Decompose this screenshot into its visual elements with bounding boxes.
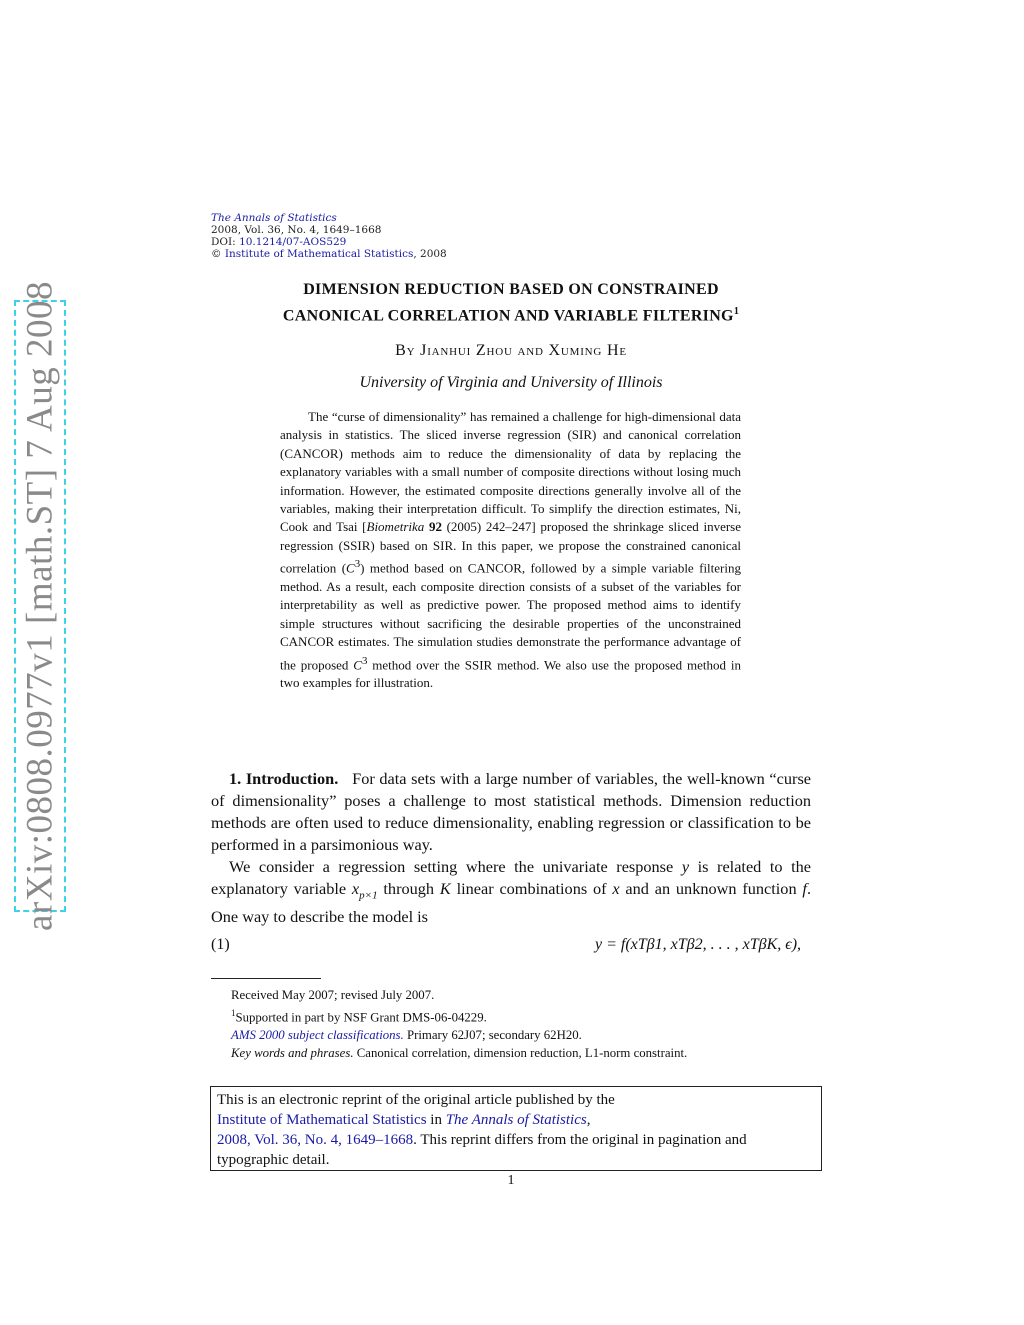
introduction-section bbox=[211, 768, 811, 928]
intro-paragraph-1: For data sets with a large number of variables, the well-known “curse of dimensionality” poses a challenge to most statistical methods. Dimension reduction methods are often used to reduce dimensionality, enabling regression or classification to be performed in a parsimonious way. bbox=[211, 769, 812, 854]
equation-1 bbox=[211, 936, 811, 960]
copyright-symbol: © bbox=[211, 248, 222, 260]
reprint-notice: This is an electronic reprint of the original article published by the Institute of Mathematical Statistics in The Annals of Statistics, 2008, Vol. 36, No. 4, 1649–1668. This reprint differs from the original in pagination and typographic detail. bbox=[210, 1086, 822, 1171]
page-number: 1 bbox=[507, 1173, 515, 1188]
ams-classification-link[interactable]: AMS 2000 subject classifications. bbox=[231, 1028, 404, 1043]
abstract-text-3: ) method based on CANCOR, followed by a simple variable filtering method. As a result, each composite direction consists of a subset of the variables for interpretability as well as predictive power. The proposed method aims to identify simple structures without sacrificing the desirable properties of the unconstrained CANCOR estimates. The simulation studies demonstrate the performance advantage of the proposed bbox=[280, 560, 741, 672]
equation-expression: y = f(xTβ1, xTβ2, . . . , xTβK, ϵ), bbox=[595, 936, 802, 953]
support-note: Supported in part by NSF Grant DMS-06-04229. bbox=[235, 1010, 487, 1025]
support-mark: 1 bbox=[231, 1008, 236, 1018]
abstract-volume: 92 bbox=[428, 519, 442, 535]
section-heading: 1. Introduction. bbox=[229, 769, 339, 788]
equation-number: (1) bbox=[211, 936, 230, 953]
title-line-1: DIMENSION REDUCTION BASED ON CONSTRAINED bbox=[303, 281, 719, 298]
copyright-year: , 2008 bbox=[413, 248, 447, 260]
title-line-2: CANONICAL CORRELATION AND VARIABLE FILTERING bbox=[282, 307, 734, 325]
journal-issue: 2008, Vol. 36, No. 4, 1649–1668 bbox=[211, 224, 382, 236]
c3-exponent: 3 bbox=[354, 558, 361, 571]
reprint-publisher-link[interactable]: Institute of Mathematical Statistics bbox=[217, 1112, 427, 1128]
reprint-line-1: This is an electronic reprint of the original article published by the bbox=[217, 1092, 615, 1108]
c3-symbol-2: C bbox=[353, 656, 362, 672]
title-footnote-mark: 1 bbox=[733, 306, 740, 317]
reprint-rest: . This reprint differs from the original in pagination and typographic detail. bbox=[217, 1132, 747, 1168]
abstract-text-4: method over the SSIR method. We also use the proposed method in two examples for illustration. bbox=[280, 656, 742, 691]
keywords-label: Key words and phrases. bbox=[231, 1046, 354, 1061]
keywords: Canonical correlation, dimension reduction, L1-norm constraint. bbox=[353, 1046, 688, 1061]
abstract bbox=[280, 408, 741, 693]
received-dates: Received May 2007; revised July 2007. bbox=[231, 988, 435, 1002]
reprint-citation-link[interactable]: 2008, Vol. 36, No. 4, 1649–1668 bbox=[217, 1132, 414, 1148]
arxiv-stamp bbox=[14, 280, 66, 932]
doi-label: DOI: bbox=[211, 236, 236, 248]
footnotes bbox=[211, 986, 811, 1062]
author-affiliation: University of Virginia and University of Illinois bbox=[359, 374, 663, 391]
arxiv-identifier: arXiv:0808.0977v1 [math.ST] 7 Aug 2008 bbox=[19, 280, 61, 932]
reprint-journal-link[interactable]: The Annals of Statistics bbox=[445, 1112, 587, 1128]
c3-exponent-2: 3 bbox=[361, 654, 368, 667]
c3-symbol: C bbox=[346, 560, 355, 576]
publisher-link[interactable]: Institute of Mathematical Statistics bbox=[224, 248, 414, 260]
journal-info bbox=[211, 212, 447, 260]
intro-paragraph-2: We consider a regression setting where the univariate response y is related to the explanatory variable $x_{p\times 1}$ through K linear combinations of x and an unknown function f. One way to describe the model is bbox=[211, 857, 812, 927]
doi-link[interactable]: 10.1214/07-AOS529 bbox=[239, 236, 347, 248]
abstract-text-1: The “curse of dimensionality” has remained a challenge for high-dimensional data analysis in statistics. The sliced inverse regression (SIR) and canonical correlation (CANCOR) methods aim to reduce the dimensionality of data by replacing the explanatory variables with a small number of composite directions without losing much information. However, the estimated composite directions generally involve all of the variables, making their interpretation difficult. To simplify the direction estimates, Ni, Cook and Tsai [ bbox=[280, 409, 741, 535]
journal-name-link[interactable]: The Annals of Statistics bbox=[211, 212, 337, 224]
abstract-text-2: (2005) 242–247] proposed the shrinkage sliced inverse regression (SSIR) based on SIR. In this paper, we propose the constrained canonical correlation ( bbox=[280, 519, 742, 576]
footnote-rule bbox=[211, 978, 321, 979]
paper-authors: By Jianhui Zhou and Xuming He bbox=[395, 342, 627, 359]
abstract-journal-ref: Biometrika bbox=[366, 519, 425, 535]
ams-codes: Primary 62J07; secondary 62H20. bbox=[403, 1028, 582, 1043]
paper-title bbox=[211, 279, 811, 327]
